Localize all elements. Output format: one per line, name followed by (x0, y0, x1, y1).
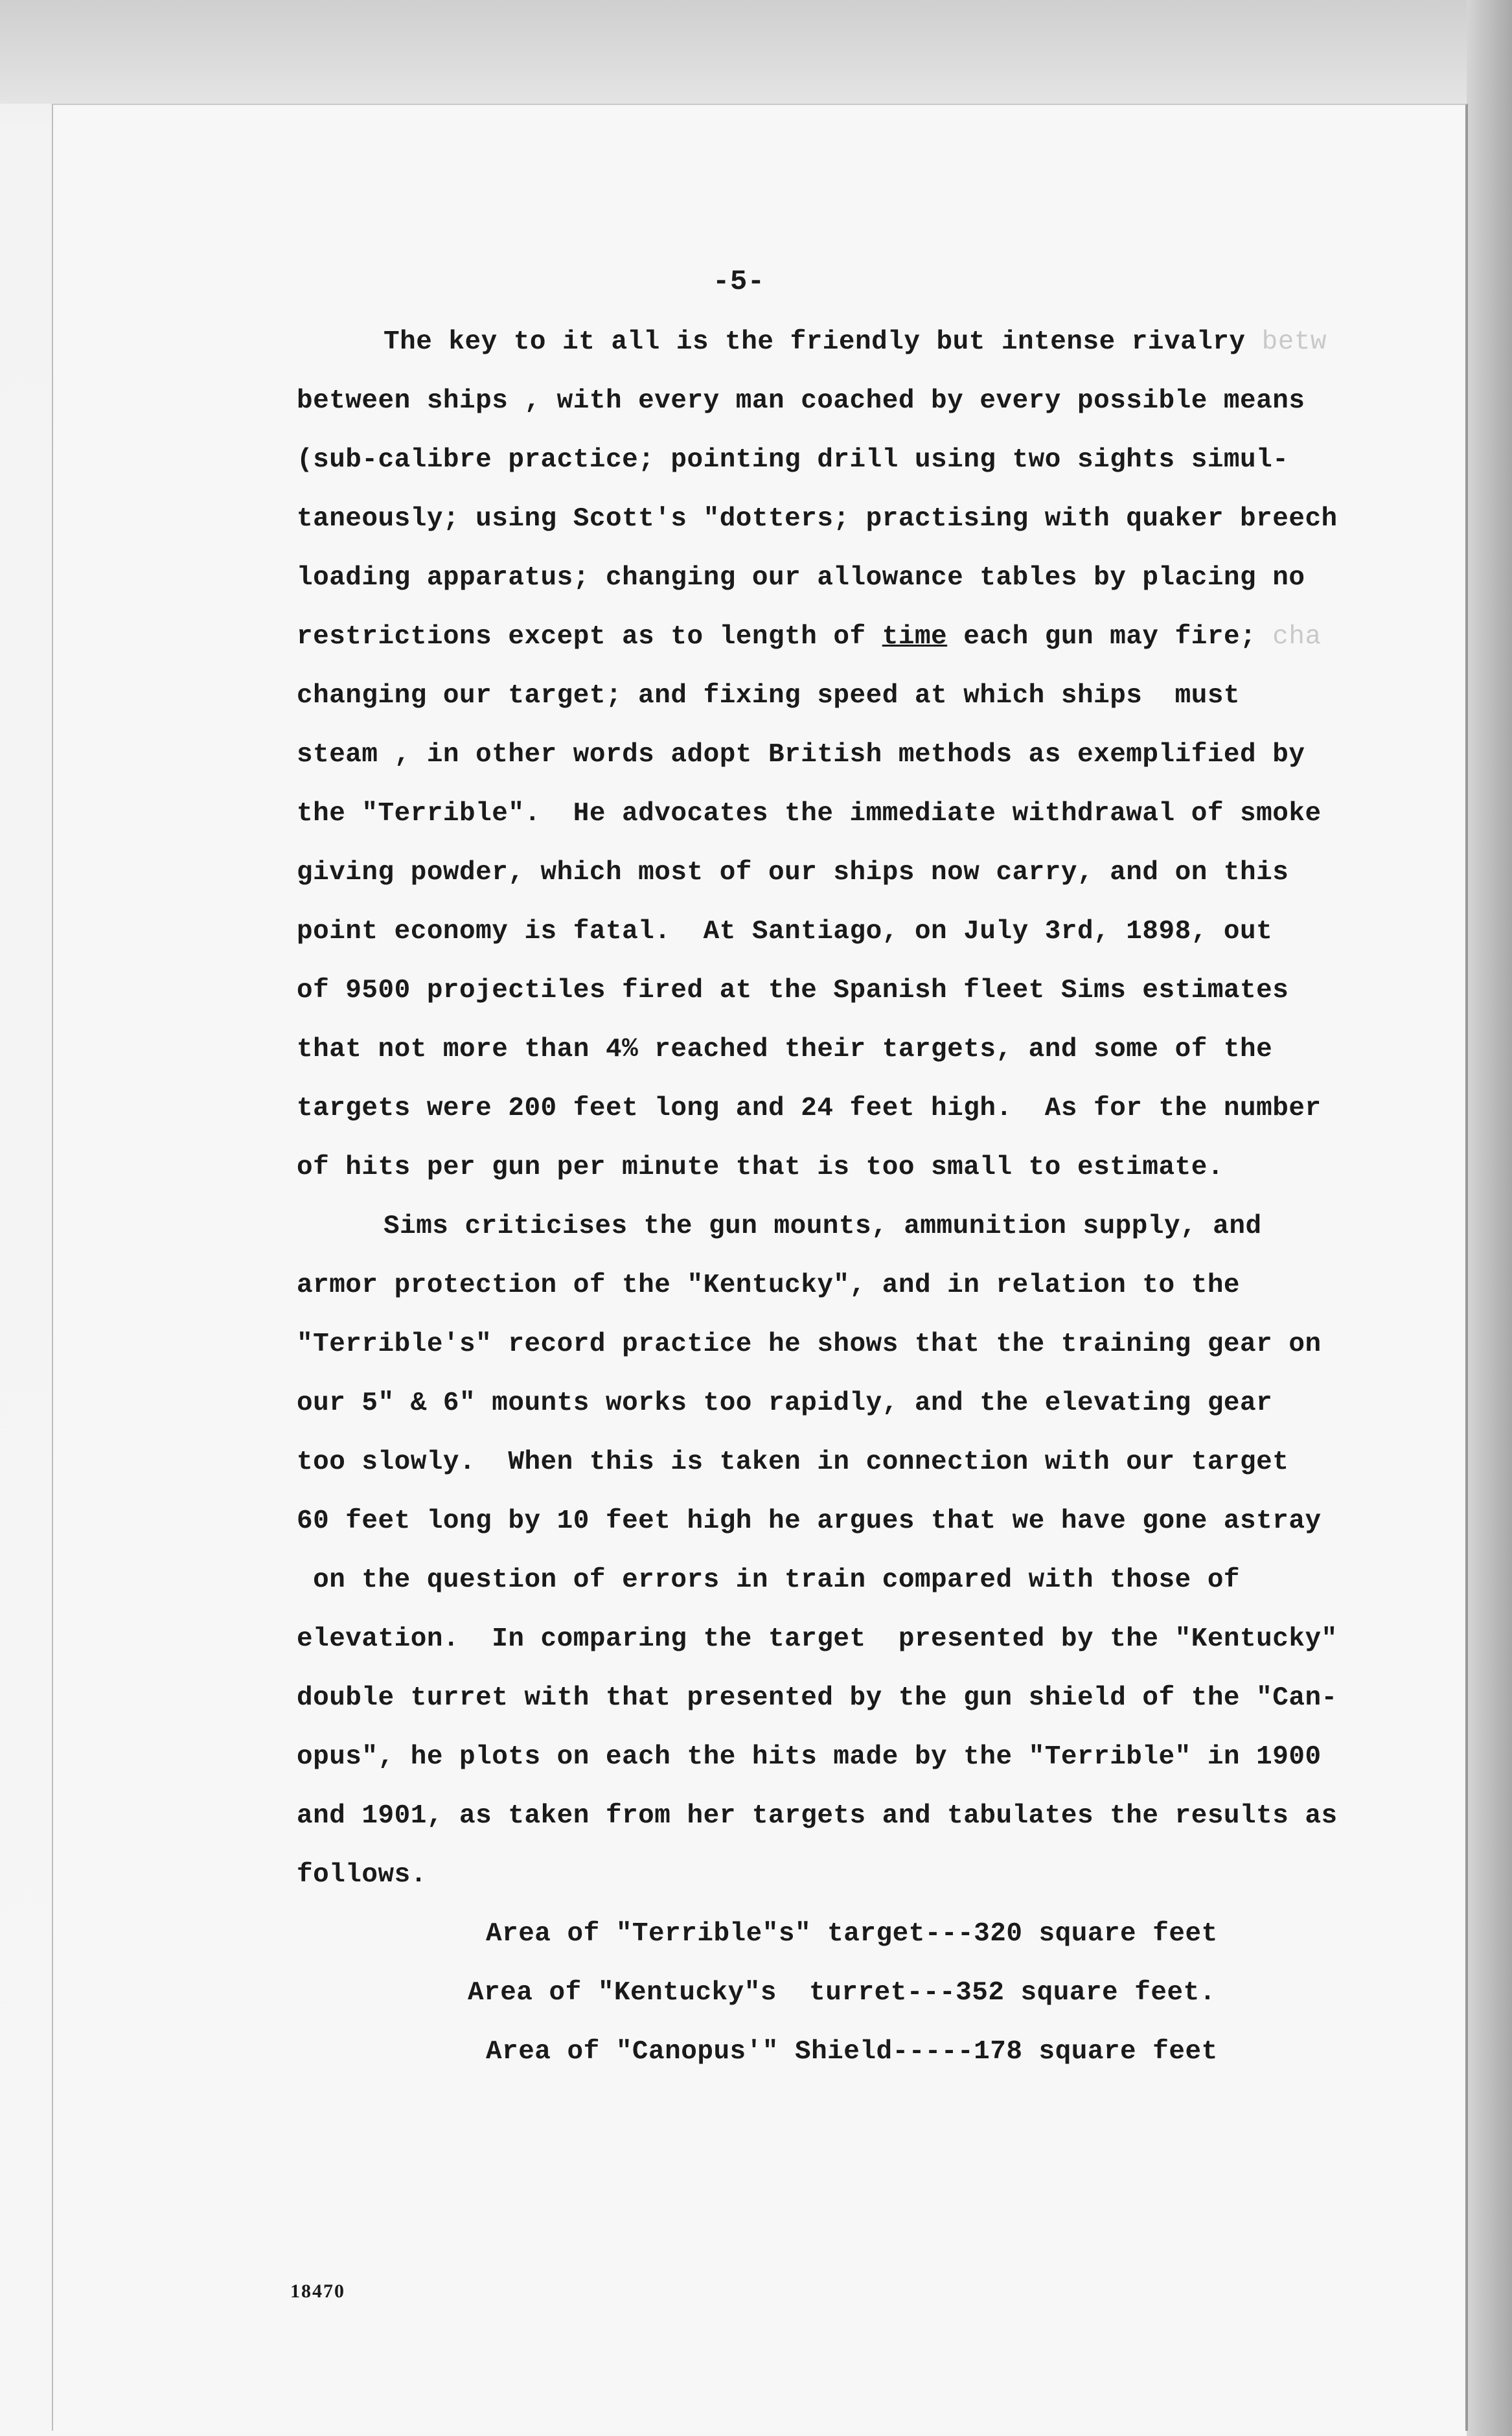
area-row-terrible: Area of "Terrible"s" target---320 square feet (486, 1919, 1218, 1949)
text-line: "Terrible's" record practice he shows that the training gear on (297, 1329, 1322, 1359)
text-line: double turret with that presented by the gun shield of the "Can- (297, 1683, 1338, 1713)
text-line: too slowly. When this is taken in connection with our target (297, 1447, 1289, 1477)
text-line: Sims criticises the gun mounts, ammunition supply, and (384, 1212, 1262, 1241)
text-line: between ships , with every man coached by every possible means (297, 386, 1305, 416)
faint-text: betw (1261, 327, 1327, 357)
text-line: steam , in other words adopt British methods as exemplified by (297, 740, 1305, 770)
scan-top-edge (0, 0, 1512, 104)
text-line: elevation. In comparing the target presented by the "Kentucky" (297, 1624, 1338, 1654)
area-row-canopus: Area of "Canopus'" Shield-----178 square feet (486, 2037, 1218, 2067)
text-line: changing our target; and fixing speed at which ships must (297, 681, 1241, 711)
document-number: 18470 (290, 2281, 345, 2302)
underlined-word: time (882, 622, 948, 652)
text-line: opus", he plots on each the hits made by the "Terrible" in 1900 (297, 1742, 1322, 1772)
page-number: -5- (713, 266, 765, 298)
text-line: giving powder, which most of our ships now carry, and on this (297, 858, 1289, 888)
text-line: follows. (297, 1860, 427, 1890)
text-line: of hits per gun per minute that is too small to estimate. (297, 1153, 1224, 1182)
scan-right-edge (1467, 0, 1512, 2436)
text-line: targets were 200 feet long and 24 feet high. As for the number (297, 1094, 1322, 1123)
text-line: loading apparatus; changing our allowance tables by placing no (297, 563, 1305, 593)
text-line: our 5" & 6" mounts works too rapidly, and the elevating gear (297, 1388, 1273, 1418)
text-line: 60 feet long by 10 feet high he argues that we have gone astray (297, 1506, 1322, 1536)
text-line: of 9500 projectiles fired at the Spanish fleet Sims estimates (297, 976, 1289, 1005)
area-row-kentucky: Area of "Kentucky"s turret---352 square feet. (468, 1978, 1216, 2008)
faint-text: cha (1272, 622, 1322, 652)
text-line: point economy is fatal. At Santiago, on July 3rd, 1898, out (297, 917, 1273, 947)
text-line: (sub-calibre practice; pointing drill using two sights simul- (297, 445, 1289, 475)
text-line: on the question of errors in train compared with those of (297, 1565, 1241, 1595)
text-line: The key to it all is the friendly but intense rivalry betw (384, 327, 1327, 357)
text-line: the "Terrible". He advocates the immediate withdrawal of smoke (297, 799, 1322, 829)
text-line: and 1901, as taken from her targets and tabulates the results as (297, 1801, 1338, 1831)
text-line: armor protection of the "Kentucky", and in relation to the (297, 1270, 1241, 1300)
text-line: restrictions except as to length of time each gun may fire; cha (297, 622, 1322, 652)
text-line: that not more than 4% reached their targets, and some of the (297, 1035, 1273, 1064)
text-line: taneously; using Scott's "dotters; practising with quaker breech (297, 504, 1338, 534)
